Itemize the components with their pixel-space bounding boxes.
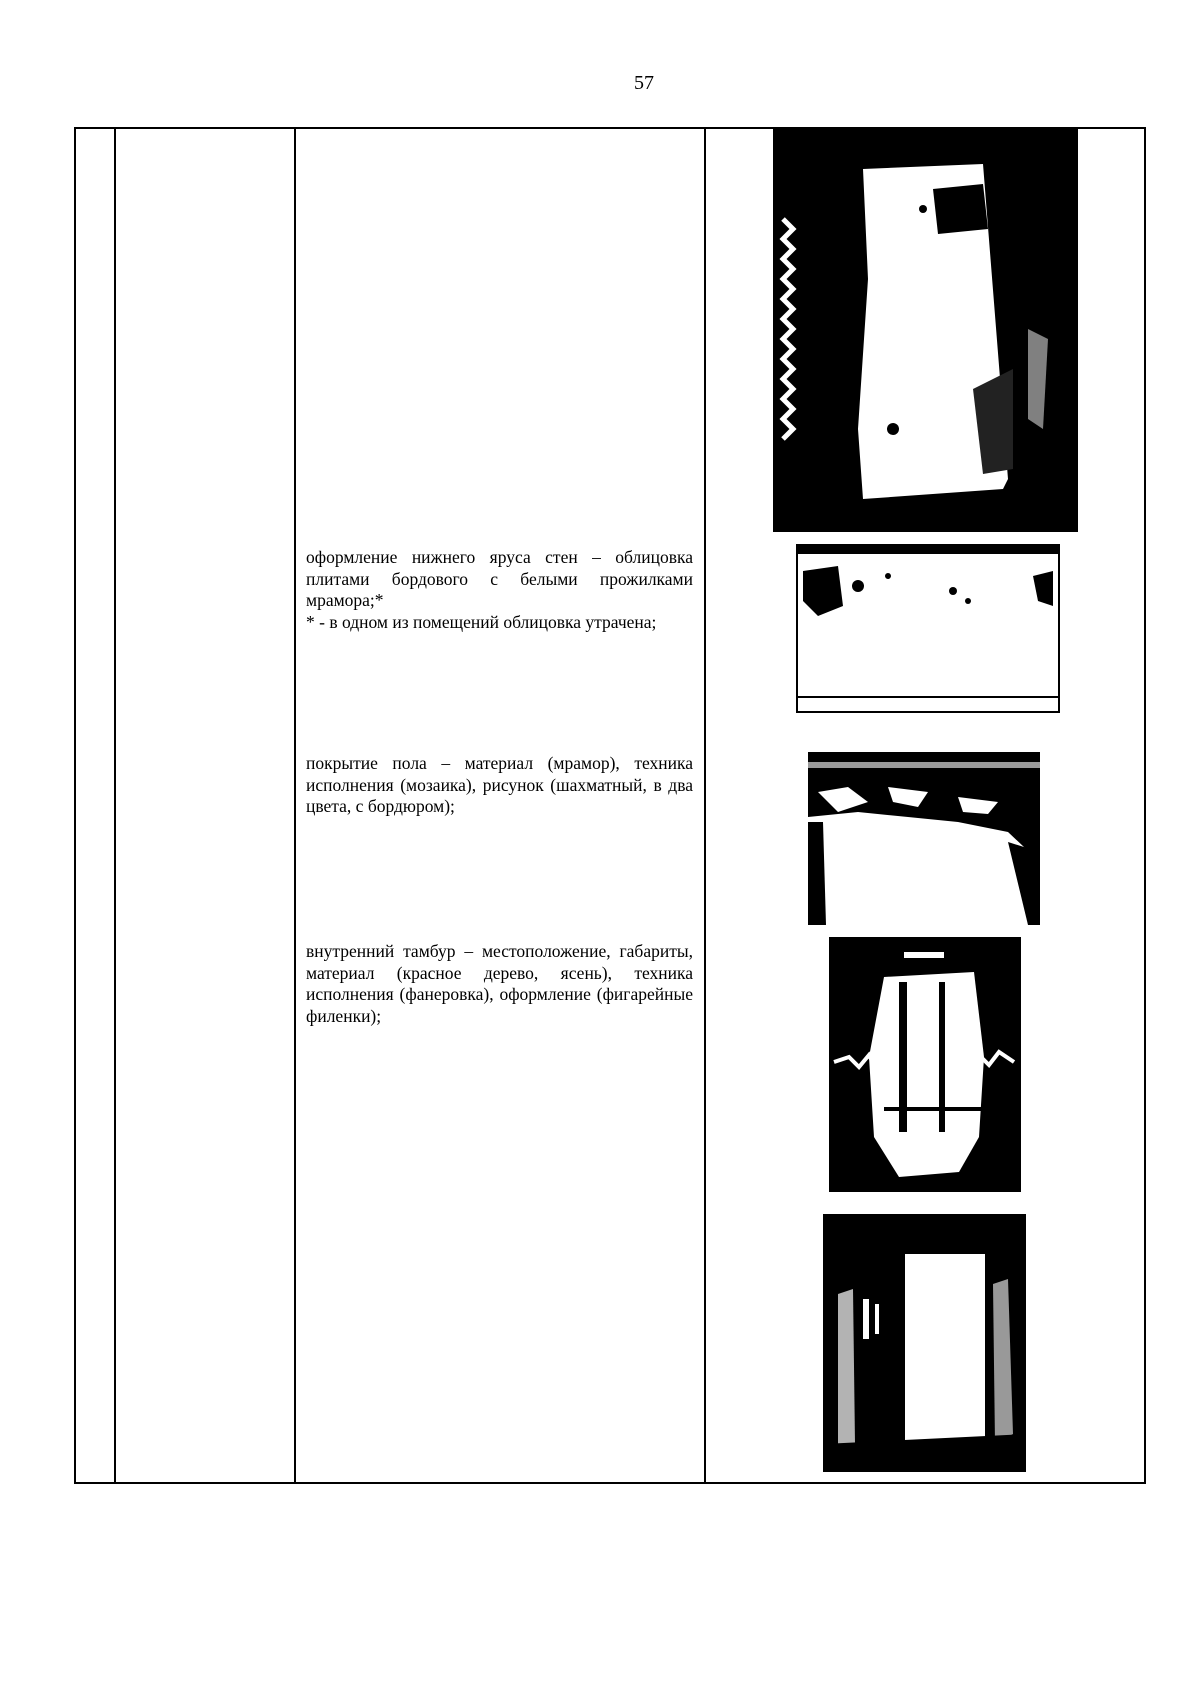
wall-panel-photo	[773, 129, 1078, 532]
floor-covering-text: покрытие пола – материал (мрамор), техника исполнения (мозаика), рисунок (шахматный, в два цвета, с бордюром);	[306, 753, 693, 816]
floor-covering-description	[306, 753, 693, 818]
wall-finish-text: оформление нижнего яруса стен – облицовка плитами бордового с белыми прожилками мрамора;*	[306, 547, 693, 610]
content-table	[74, 127, 1146, 1484]
vestibule-interior-photo	[823, 1204, 1026, 1472]
inner-vestibule-text: внутренний тамбур – местоположение, габариты, материал (красное дерево, ясень), техника исполнения (фанеровка), оформление (фигарейные филенки);	[306, 941, 693, 1026]
column-divider-3	[704, 129, 706, 1482]
inner-vestibule-description	[306, 941, 693, 1027]
column-divider-1	[114, 129, 116, 1482]
page-number: 57	[634, 72, 654, 94]
wall-finish-description	[306, 547, 693, 633]
vestibule-door-photo	[829, 937, 1021, 1192]
wall-finish-note: * - в одном из помещений облицовка утрачена;	[306, 611, 657, 632]
column-divider-2	[294, 129, 296, 1482]
marble-wall-photo	[796, 544, 1060, 713]
mosaic-floor-photo	[808, 752, 1040, 925]
